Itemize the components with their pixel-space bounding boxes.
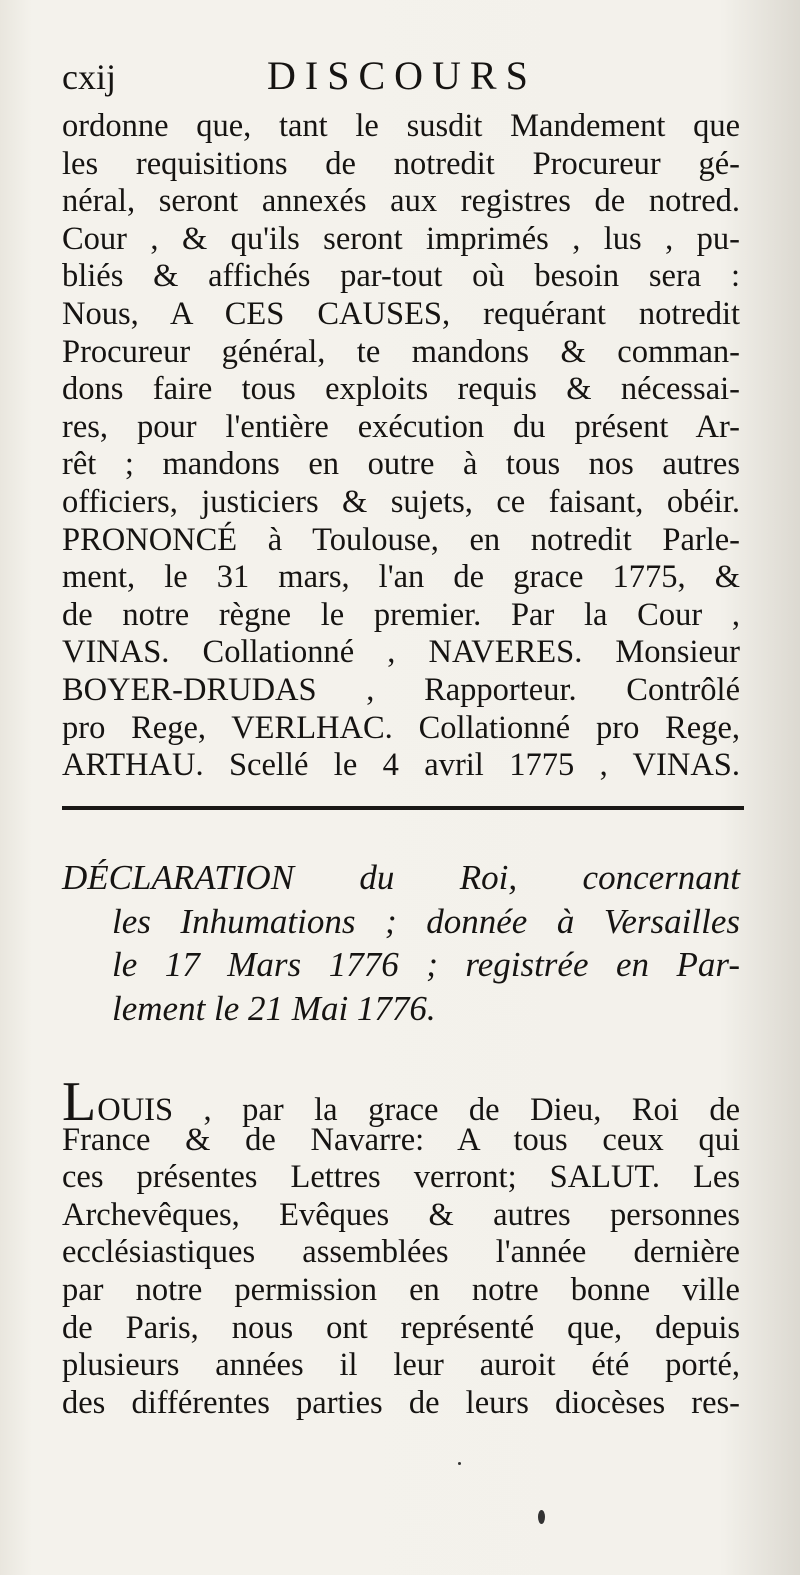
- text-line: par notre permission en notre bonne ville: [62, 1271, 740, 1308]
- text-line: Archevêques, Evêques & autres personnes: [62, 1196, 740, 1233]
- page-header: [62, 52, 742, 102]
- heading-line: les Inhumations ; donnée à Versailles: [112, 901, 740, 941]
- ink-speck: [458, 1462, 461, 1465]
- text-line: ces présentes Lettres verront; SALUT. Les: [62, 1159, 740, 1196]
- ink-speck: [538, 1510, 545, 1524]
- declaration-body: [62, 1071, 740, 1422]
- first-line-text: OUIS , par la grace de Dieu, Roi de: [97, 1092, 740, 1128]
- heading-line: DÉCLARATION du Roi, concernant: [62, 858, 740, 897]
- text-line: ecclésiastiques assemblées l'année dernière: [62, 1234, 740, 1271]
- text-line: néral, seront annexés aux registres de notred.: [62, 183, 740, 220]
- text-line: Cour , & qu'ils seront imprimés , lus , pu-: [62, 220, 740, 257]
- text-line: rêt ; mandons en outre à tous nos autres: [62, 446, 740, 483]
- text-line: ordonne que, tant le susdit Mandement que: [62, 108, 740, 144]
- text-line: les requisitions de notredit Procureur gé-: [62, 145, 740, 182]
- heading-line: le 17 Mars 1776 ; registrée en Par-: [112, 945, 740, 984]
- text-line: bliés & affichés par-tout où besoin sera :: [62, 258, 740, 295]
- heading-line: lement le 21 Mai 1776.: [112, 988, 436, 1028]
- text-line: des différentes parties de leurs diocèses res-: [62, 1384, 740, 1421]
- text-line: BOYER-DRUDAS , Rapporteur. Contrôlé: [62, 671, 740, 708]
- text-line: de notre règne le premier. Par la Cour ,: [62, 596, 740, 633]
- text-line-first: [62, 1071, 740, 1133]
- declaration-heading: [62, 856, 740, 1030]
- text-line: pro Rege, VERLHAC. Collationné pro Rege,: [62, 709, 740, 746]
- text-line: PRONONCÉ à Toulouse, en notredit Parle-: [62, 521, 740, 558]
- text-line: res, pour l'entière exécution du présent Ar-: [62, 408, 740, 445]
- text-line: de Paris, nous ont représenté que, depuis: [62, 1309, 740, 1346]
- text-line: VINAS. Collationné , NAVERES. Monsieur: [62, 634, 740, 671]
- text-line: Procureur général, te mandons & comman-: [62, 333, 740, 370]
- text-line: France & de Navarre: A tous ceux qui: [62, 1121, 740, 1158]
- arret-text-block: [62, 108, 740, 785]
- text-line: plusieurs années il leur auroit été porté,: [62, 1347, 740, 1384]
- running-title: DISCOURS: [267, 53, 537, 98]
- section-divider: [62, 806, 744, 810]
- page-number: cxij: [62, 57, 116, 97]
- text-line: dons faire tous exploits requis & nécessai-: [62, 371, 740, 408]
- drop-capital: L: [62, 1071, 98, 1133]
- text-line: ment, le 31 mars, l'an de grace 1775, &: [62, 559, 740, 596]
- text-line: officiers, justiciers & sujets, ce faisant, obéir.: [62, 483, 740, 520]
- text-line: Nous, A CES CAUSES, requérant notredit: [62, 295, 740, 332]
- text-line: ARTHAU. Scellé le 4 avril 1775 , VINAS.: [62, 747, 740, 784]
